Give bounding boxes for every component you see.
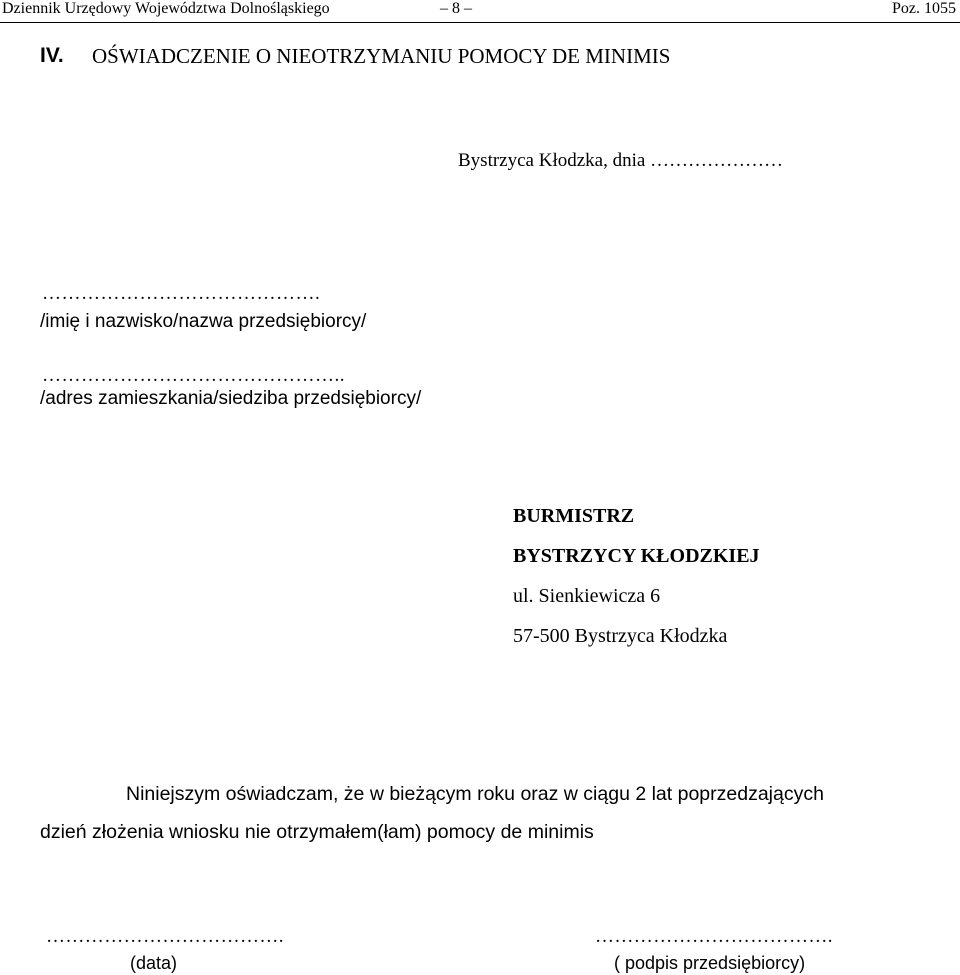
running-header-position: Poz. 1055 — [892, 0, 956, 17]
running-header-page-number: – 8 – — [440, 0, 472, 17]
statement-line-2: dzień złożenia wniosku nie otrzymałem(łam) pomocy de minimis — [40, 821, 594, 843]
statement-line-1: Niniejszym oświadczam, że w bieżącym roku oraz w ciągu 2 lat poprzedzających — [126, 783, 824, 805]
signature-blank: ………………………………. — [595, 926, 833, 947]
recipient-title: BURMISTRZ — [513, 505, 635, 527]
applicant-name-blank: ……………………………………. — [42, 283, 321, 304]
section-title: OŚWIADCZENIE O NIEOTRZYMANIU POMOCY DE MINIMIS — [92, 44, 671, 68]
applicant-name-caption: /imię i nazwisko/nazwa przedsiębiorcy/ — [40, 311, 367, 332]
section-number: IV. — [40, 44, 64, 67]
recipient-postal-city: 57-500 Bystrzyca Kłodzka — [513, 625, 728, 647]
date-caption: (data) — [130, 953, 178, 973]
signature-caption: ( podpis przedsiębiorcy) — [614, 953, 806, 973]
applicant-address-caption: /adres zamieszkania/siedziba przedsiębiorcy/ — [40, 388, 422, 409]
header-rule — [0, 22, 960, 23]
applicant-address-blank: ……………………………………….. — [42, 365, 345, 386]
recipient-street: ul. Sienkiewicza 6 — [513, 585, 661, 607]
running-header-journal-title: Dziennik Urzędowy Województwa Dolnośląskiego — [2, 0, 330, 17]
date-blank: ………………………………. — [46, 926, 284, 947]
place-and-date-line: Bystrzyca Kłodzka, dnia ………………… — [458, 150, 784, 171]
recipient-office: BYSTRZYCY KŁODZKIEJ — [513, 545, 760, 567]
